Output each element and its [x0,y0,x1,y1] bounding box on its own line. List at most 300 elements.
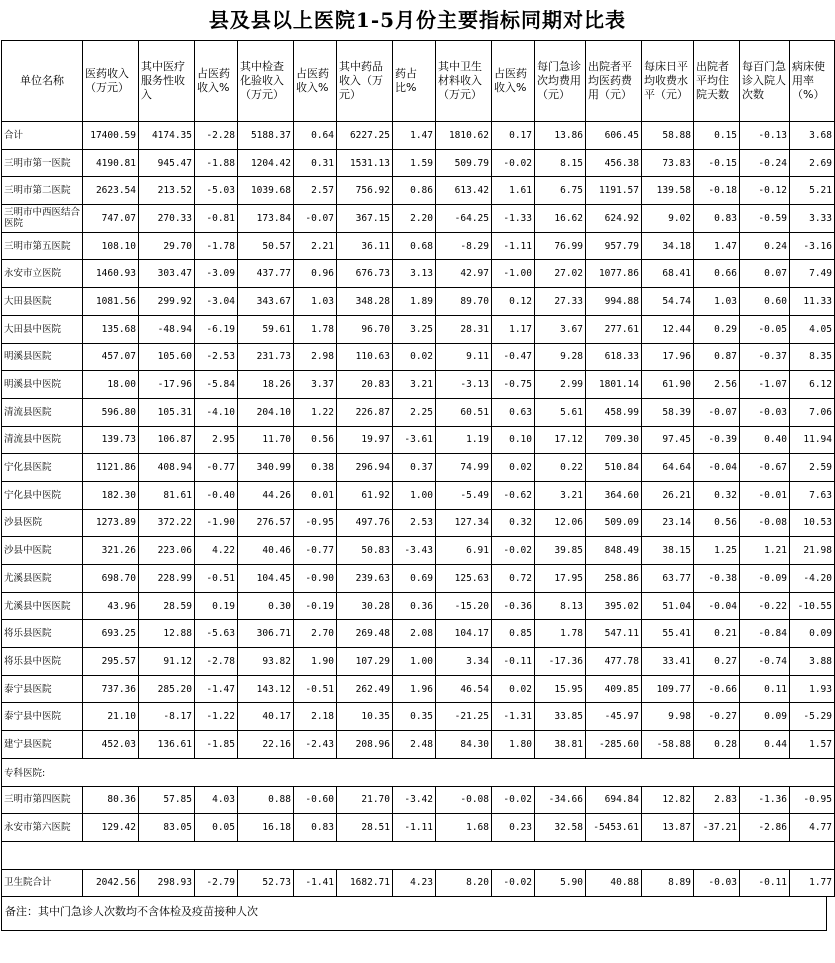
value-cell: -1.36 [740,786,790,814]
value-cell: 50.83 [337,537,393,565]
value-cell: 12.44 [642,315,694,343]
value-cell: 73.83 [642,149,694,177]
value-cell: 7.63 [790,481,835,509]
value-cell: -0.51 [294,675,337,703]
table-row [2,288,835,316]
value-cell: 74.99 [436,454,492,482]
value-cell: 18.26 [238,371,294,399]
value-cell: 1077.86 [586,260,642,288]
table-row [2,731,835,759]
value-cell: -1.31 [492,703,535,731]
unit-name-cell: 将乐县中医院 [2,648,83,676]
value-cell: -0.04 [694,592,740,620]
unit-name-cell: 大田县中医院 [2,315,83,343]
value-cell: 52.73 [238,869,294,897]
value-cell: 9.98 [642,703,694,731]
value-cell: -0.75 [492,371,535,399]
value-cell: -58.88 [642,731,694,759]
value-cell: -0.07 [694,398,740,426]
value-cell: 17.95 [535,565,586,593]
value-cell: 129.42 [83,814,139,842]
value-cell: -0.77 [195,454,238,482]
value-cell: 0.56 [694,509,740,537]
value-cell: 3.37 [294,371,337,399]
value-cell: 97.45 [642,426,694,454]
value-cell: 8.35 [790,343,835,371]
value-cell: 2.53 [393,509,436,537]
value-cell: -0.77 [294,537,337,565]
value-cell: -6.19 [195,315,238,343]
value-cell: 239.63 [337,565,393,593]
value-cell: -0.47 [492,343,535,371]
value-cell: 51.04 [642,592,694,620]
value-cell: 0.07 [740,260,790,288]
value-cell: 11.33 [790,288,835,316]
value-cell: 258.86 [586,565,642,593]
value-cell: 0.44 [740,731,790,759]
value-cell: -0.38 [694,565,740,593]
value-cell: 299.92 [139,288,195,316]
unit-name-cell: 卫生院合计 [2,869,83,897]
table-row [2,343,835,371]
value-cell: 21.98 [790,537,835,565]
value-cell: 33.41 [642,648,694,676]
column-header: 占医药收入% [195,41,238,122]
value-cell: 1460.93 [83,260,139,288]
value-cell: 452.03 [83,731,139,759]
value-cell: -1.07 [740,371,790,399]
table-header-row [2,41,835,122]
value-cell: -0.60 [294,786,337,814]
unit-name-cell: 明溪县中医院 [2,371,83,399]
value-cell: -17.36 [535,648,586,676]
table-row [2,315,835,343]
value-cell: 36.11 [337,232,393,260]
value-cell: 104.45 [238,565,294,593]
value-cell: 30.28 [337,592,393,620]
value-cell: 17.12 [535,426,586,454]
unit-name-cell: 建宁县医院 [2,731,83,759]
value-cell: -0.11 [740,869,790,897]
value-cell: -0.02 [492,786,535,814]
value-cell: -0.02 [492,869,535,897]
value-cell: 1.59 [393,149,436,177]
value-cell: 2.20 [393,205,436,233]
value-cell: 76.99 [535,232,586,260]
value-cell: 1121.86 [83,454,139,482]
unit-name-cell: 清流县医院 [2,398,83,426]
value-cell: 0.09 [790,620,835,648]
value-cell: -45.97 [586,703,642,731]
value-cell: 63.77 [642,565,694,593]
value-cell: 0.09 [740,703,790,731]
value-cell: 270.33 [139,205,195,233]
value-cell: 11.70 [238,426,294,454]
value-cell: 0.36 [393,592,436,620]
column-header: 药占比% [393,41,436,122]
value-cell: 27.33 [535,288,586,316]
value-cell: -10.55 [790,592,835,620]
value-cell: 0.60 [740,288,790,316]
value-cell: 13.87 [642,814,694,842]
value-cell: 29.70 [139,232,195,260]
value-cell: -3.13 [436,371,492,399]
value-cell: 1810.62 [436,122,492,150]
value-cell: 10.35 [337,703,393,731]
value-cell: 0.83 [294,814,337,842]
table-row [2,509,835,537]
value-cell: 457.07 [83,343,139,371]
value-cell: -64.25 [436,205,492,233]
value-cell: -0.02 [492,149,535,177]
value-cell: 2.56 [694,371,740,399]
value-cell: 13.86 [535,122,586,150]
value-cell: 3.21 [393,371,436,399]
value-cell: -8.17 [139,703,195,731]
value-cell: -1.22 [195,703,238,731]
value-cell: -1.41 [294,869,337,897]
value-cell: 0.02 [492,675,535,703]
value-cell: 38.81 [535,731,586,759]
value-cell: 0.35 [393,703,436,731]
value-cell: -37.21 [694,814,740,842]
value-cell: -0.62 [492,481,535,509]
value-cell: 16.18 [238,814,294,842]
unit-name-cell: 三明市中西医结合医院 [2,205,83,233]
value-cell: -0.15 [694,149,740,177]
value-cell: 84.30 [436,731,492,759]
value-cell: -2.53 [195,343,238,371]
value-cell: 3.67 [535,315,586,343]
value-cell: -1.11 [492,232,535,260]
value-cell: -0.66 [694,675,740,703]
value-cell: 1204.42 [238,149,294,177]
value-cell: -5453.61 [586,814,642,842]
value-cell: -3.16 [790,232,835,260]
value-cell: 223.06 [139,537,195,565]
value-cell: 143.12 [238,675,294,703]
value-cell: 2.08 [393,620,436,648]
value-cell: 3.68 [790,122,835,150]
table-row [2,537,835,565]
column-header: 出院者平均住院天数 [694,41,740,122]
value-cell: 4.05 [790,315,835,343]
value-cell: 0.86 [393,177,436,205]
value-cell: 28.31 [436,315,492,343]
value-cell: 1.19 [436,426,492,454]
value-cell: 0.27 [694,648,740,676]
value-cell: -0.11 [492,648,535,676]
table-row [2,454,835,482]
column-header: 占医药收入% [492,41,535,122]
value-cell: 367.15 [337,205,393,233]
footnote: 备注：其中门急诊人次数均不含体检及疫苗接种人次 [1,897,827,931]
value-cell: -3.43 [393,537,436,565]
table-row [2,149,835,177]
value-cell: -285.60 [586,731,642,759]
value-cell: 3.88 [790,648,835,676]
value-cell: 38.15 [642,537,694,565]
blank-row [2,841,835,869]
value-cell: 5188.37 [238,122,294,150]
value-cell: 0.21 [694,620,740,648]
value-cell: 43.96 [83,592,139,620]
value-cell: 2.57 [294,177,337,205]
value-cell: -0.13 [740,122,790,150]
value-cell: 231.73 [238,343,294,371]
value-cell: -2.86 [740,814,790,842]
value-cell: 173.84 [238,205,294,233]
value-cell: 28.59 [139,592,195,620]
value-cell: -0.12 [740,177,790,205]
value-cell: -0.59 [740,205,790,233]
value-cell: 58.88 [642,122,694,150]
value-cell: 945.47 [139,149,195,177]
value-cell: 1.78 [294,315,337,343]
page-title: 县及县以上医院1-5月份主要指标同期对比表 [208,8,627,32]
value-cell: -0.01 [740,481,790,509]
value-cell: 364.60 [586,481,642,509]
value-cell: 139.73 [83,426,139,454]
value-cell: 8.20 [436,869,492,897]
value-cell: 737.36 [83,675,139,703]
value-cell: 21.10 [83,703,139,731]
value-cell: 26.21 [642,481,694,509]
value-cell: 1.96 [393,675,436,703]
table-row [2,260,835,288]
table-row [2,232,835,260]
value-cell: 1.77 [790,869,835,897]
value-cell: 0.88 [238,786,294,814]
value-cell: -0.84 [740,620,790,648]
value-cell: 606.45 [586,122,642,150]
section-row [2,758,835,786]
value-cell: 296.94 [337,454,393,482]
value-cell: 9.02 [642,205,694,233]
value-cell: 676.73 [337,260,393,288]
table-row [2,205,835,233]
value-cell: -1.88 [195,149,238,177]
value-cell: 139.58 [642,177,694,205]
value-cell: 0.38 [294,454,337,482]
value-cell: 17400.59 [83,122,139,150]
value-cell: -0.95 [294,509,337,537]
value-cell: -0.74 [740,648,790,676]
value-cell: 408.94 [139,454,195,482]
value-cell: 0.30 [238,592,294,620]
table-row [2,371,835,399]
value-cell: 0.85 [492,620,535,648]
value-cell: 1.21 [740,537,790,565]
value-cell: -2.28 [195,122,238,150]
value-cell: 80.36 [83,786,139,814]
value-cell: 4.23 [393,869,436,897]
value-cell: 1039.68 [238,177,294,205]
value-cell: 109.77 [642,675,694,703]
unit-name-cell: 尤溪县中医医院 [2,592,83,620]
value-cell: -0.09 [740,565,790,593]
value-cell: 509.09 [586,509,642,537]
value-cell: 321.26 [83,537,139,565]
value-cell: -0.02 [492,537,535,565]
value-cell: 694.84 [586,786,642,814]
value-cell: 709.30 [586,426,642,454]
value-cell: 0.28 [694,731,740,759]
value-cell: 0.24 [740,232,790,260]
value-cell: 437.77 [238,260,294,288]
value-cell: 44.26 [238,481,294,509]
value-cell: -34.66 [535,786,586,814]
value-cell: 1.90 [294,648,337,676]
value-cell: 848.49 [586,537,642,565]
value-cell: 89.70 [436,288,492,316]
value-cell: 12.82 [642,786,694,814]
value-cell: 613.42 [436,177,492,205]
value-cell: -21.25 [436,703,492,731]
value-cell: 0.64 [294,122,337,150]
value-cell: -0.18 [694,177,740,205]
value-cell: 0.69 [393,565,436,593]
value-cell: 9.28 [535,343,586,371]
value-cell: 1.00 [393,481,436,509]
value-cell: -1.47 [195,675,238,703]
unit-name-cell: 永安市第六医院 [2,814,83,842]
value-cell: 3.13 [393,260,436,288]
value-cell: -5.49 [436,481,492,509]
value-cell: -0.95 [790,786,835,814]
value-cell: 372.22 [139,509,195,537]
value-cell: 1.80 [492,731,535,759]
value-cell: 262.49 [337,675,393,703]
value-cell: 295.57 [83,648,139,676]
column-header: 单位名称 [2,41,83,122]
table-row [2,869,835,897]
value-cell: 91.12 [139,648,195,676]
value-cell: 1.89 [393,288,436,316]
value-cell: 8.13 [535,592,586,620]
value-cell: 106.87 [139,426,195,454]
value-cell: 136.61 [139,731,195,759]
value-cell: 1.57 [790,731,835,759]
value-cell: 0.17 [492,122,535,150]
value-cell: 28.51 [337,814,393,842]
table-row [2,122,835,150]
value-cell: 1.93 [790,675,835,703]
value-cell: -0.27 [694,703,740,731]
value-cell: 285.20 [139,675,195,703]
unit-name-cell: 三明市第四医院 [2,786,83,814]
value-cell: 3.21 [535,481,586,509]
value-cell: 0.02 [492,454,535,482]
value-cell: 306.71 [238,620,294,648]
unit-name-cell: 宁化县中医院 [2,481,83,509]
value-cell: 348.28 [337,288,393,316]
value-cell: 0.01 [294,481,337,509]
value-cell: -0.36 [492,592,535,620]
unit-name-cell: 三明市第一医院 [2,149,83,177]
value-cell: -4.10 [195,398,238,426]
value-cell: 11.94 [790,426,835,454]
value-cell: -0.03 [694,869,740,897]
value-cell: 23.14 [642,509,694,537]
value-cell: 9.11 [436,343,492,371]
value-cell: -3.09 [195,260,238,288]
table-row [2,426,835,454]
value-cell: 4.77 [790,814,835,842]
column-header: 医药收入（万元） [83,41,139,122]
table-row [2,814,835,842]
value-cell: 2.83 [694,786,740,814]
value-cell: 0.32 [694,481,740,509]
value-cell: 0.96 [294,260,337,288]
value-cell: 0.56 [294,426,337,454]
value-cell: 34.18 [642,232,694,260]
value-cell: 298.93 [139,869,195,897]
value-cell: 0.23 [492,814,535,842]
value-cell: 0.68 [393,232,436,260]
value-cell: 1.00 [393,648,436,676]
value-cell: 60.51 [436,398,492,426]
value-cell: 55.41 [642,620,694,648]
value-cell: 1682.71 [337,869,393,897]
value-cell: 40.17 [238,703,294,731]
value-cell: -0.40 [195,481,238,509]
value-cell: 509.79 [436,149,492,177]
value-cell: 747.07 [83,205,139,233]
value-cell: 1.78 [535,620,586,648]
value-cell: -0.81 [195,205,238,233]
value-cell: 204.10 [238,398,294,426]
value-cell: -5.84 [195,371,238,399]
value-cell: 0.10 [492,426,535,454]
unit-name-cell: 合计 [2,122,83,150]
value-cell: 16.62 [535,205,586,233]
value-cell: 1.68 [436,814,492,842]
value-cell: 17.96 [642,343,694,371]
value-cell: 2.70 [294,620,337,648]
value-cell: -0.67 [740,454,790,482]
value-cell: 756.92 [337,177,393,205]
value-cell: 2.99 [535,371,586,399]
value-cell: 93.82 [238,648,294,676]
value-cell: 107.29 [337,648,393,676]
value-cell: 33.85 [535,703,586,731]
value-cell: 6.75 [535,177,586,205]
value-cell: 104.17 [436,620,492,648]
value-cell: 127.34 [436,509,492,537]
value-cell: 108.10 [83,232,139,260]
value-cell: 83.05 [139,814,195,842]
value-cell: 0.63 [492,398,535,426]
column-header: 每门急诊次均费用（元） [535,41,586,122]
value-cell: -5.03 [195,177,238,205]
unit-name-cell: 将乐县医院 [2,620,83,648]
value-cell: 3.34 [436,648,492,676]
value-cell: 693.25 [83,620,139,648]
value-cell: -5.63 [195,620,238,648]
value-cell: 0.32 [492,509,535,537]
column-header: 其中检查化验收入（万元） [238,41,294,122]
value-cell: 340.99 [238,454,294,482]
value-cell: 8.15 [535,149,586,177]
value-cell: 27.02 [535,260,586,288]
column-header: 每床日平均收费水平（元） [642,41,694,122]
value-cell: -0.08 [436,786,492,814]
column-header: 其中医疗服务性收入 [139,41,195,122]
value-cell: 303.47 [139,260,195,288]
value-cell: 19.97 [337,426,393,454]
value-cell: 0.02 [393,343,436,371]
